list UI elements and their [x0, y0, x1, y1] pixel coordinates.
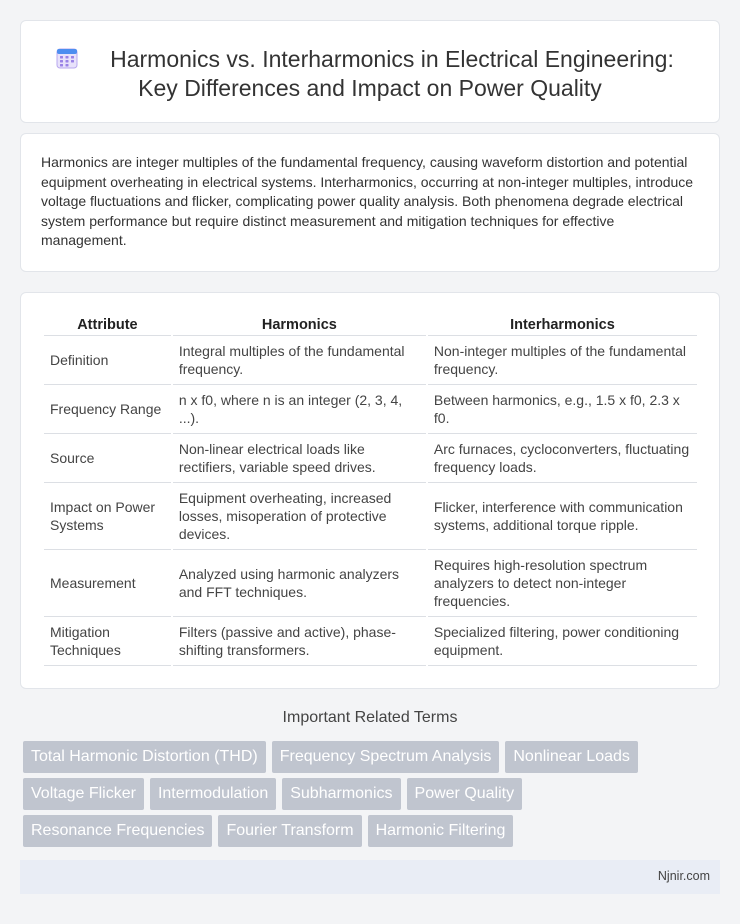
row-attribute: Frequency Range — [44, 385, 171, 434]
row-attribute: Definition — [44, 336, 171, 385]
related-terms-title: Important Related Terms — [282, 709, 458, 726]
page-title-line-1: Harmonics vs. Interharmonics in Electrical Engineering: — [110, 46, 674, 72]
row-harmonics: Equipment overheating, increased losses, misoperation of protective devices. — [173, 483, 426, 550]
table-row — [44, 483, 697, 550]
table-header-row — [44, 314, 697, 336]
table-row — [44, 550, 697, 617]
header-harmonics: Harmonics — [173, 314, 426, 336]
table-row — [44, 434, 697, 483]
comparison-card — [20, 292, 720, 689]
row-interharmonics: Non-integer multiples of the fundamental frequency. — [428, 336, 697, 385]
header-interharmonics: Interharmonics — [428, 314, 697, 336]
related-terms-list — [23, 741, 723, 852]
footer-site-link[interactable]: Njnir.com — [657, 869, 710, 883]
page-title — [21, 45, 719, 103]
row-interharmonics: Requires high-resolution spectrum analyzers to detect non-integer frequencies. — [428, 550, 697, 617]
row-harmonics: Non-linear electrical loads like rectifiers, variable speed drives. — [173, 434, 426, 483]
row-attribute: Impact on Power Systems — [44, 483, 171, 550]
table-row — [44, 336, 697, 385]
row-harmonics: n x f0, where n is an integer (2, 3, 4, ...). — [173, 385, 426, 434]
summary-text: Harmonics are integer multiples of the fundamental frequency, causing waveform distortion and potential equipment overheating in electrical systems. Interharmonics, occurring at non-integer multiples, introduce voltage fluctuations and flicker, complicating power quality analysis. Both phenomena degrade electrical system performance but require distinct measurement and mitigation techniques for effective management. — [41, 154, 694, 249]
title-card — [20, 20, 720, 123]
header-attribute: Attribute — [44, 314, 171, 336]
related-term-tag[interactable]: Intermodulation — [150, 778, 276, 810]
table-row — [44, 385, 697, 434]
related-term-tag[interactable]: Harmonic Filtering — [368, 815, 514, 847]
row-harmonics: Integral multiples of the fundamental frequency. — [173, 336, 426, 385]
row-attribute: Measurement — [44, 550, 171, 617]
related-term-tag[interactable]: Nonlinear Loads — [505, 741, 638, 773]
related-term-tag[interactable]: Total Harmonic Distortion (THD) — [23, 741, 266, 773]
row-interharmonics: Arc furnaces, cycloconverters, fluctuating frequency loads. — [428, 434, 697, 483]
related-term-tag[interactable]: Voltage Flicker — [23, 778, 144, 810]
related-term-tag[interactable]: Fourier Transform — [218, 815, 361, 847]
row-interharmonics: Specialized filtering, power conditioning equipment. — [428, 617, 697, 666]
row-interharmonics: Flicker, interference with communication systems, additional torque ripple. — [428, 483, 697, 550]
row-attribute: Mitigation Techniques — [44, 617, 171, 666]
related-term-tag[interactable]: Power Quality — [407, 778, 523, 810]
footer — [20, 860, 720, 894]
row-harmonics: Filters (passive and active), phase-shifting transformers. — [173, 617, 426, 666]
table-row — [44, 617, 697, 666]
row-interharmonics: Between harmonics, e.g., 1.5 x f0, 2.3 x f0. — [428, 385, 697, 434]
page-title-line-2: Key Differences and Impact on Power Quality — [138, 75, 602, 101]
related-term-tag[interactable]: Frequency Spectrum Analysis — [272, 741, 500, 773]
summary-card — [20, 133, 720, 272]
related-term-tag[interactable]: Subharmonics — [282, 778, 400, 810]
related-term-tag[interactable]: Resonance Frequencies — [23, 815, 212, 847]
comparison-table — [42, 314, 699, 666]
row-harmonics: Analyzed using harmonic analyzers and FFT techniques. — [173, 550, 426, 617]
row-attribute: Source — [44, 434, 171, 483]
